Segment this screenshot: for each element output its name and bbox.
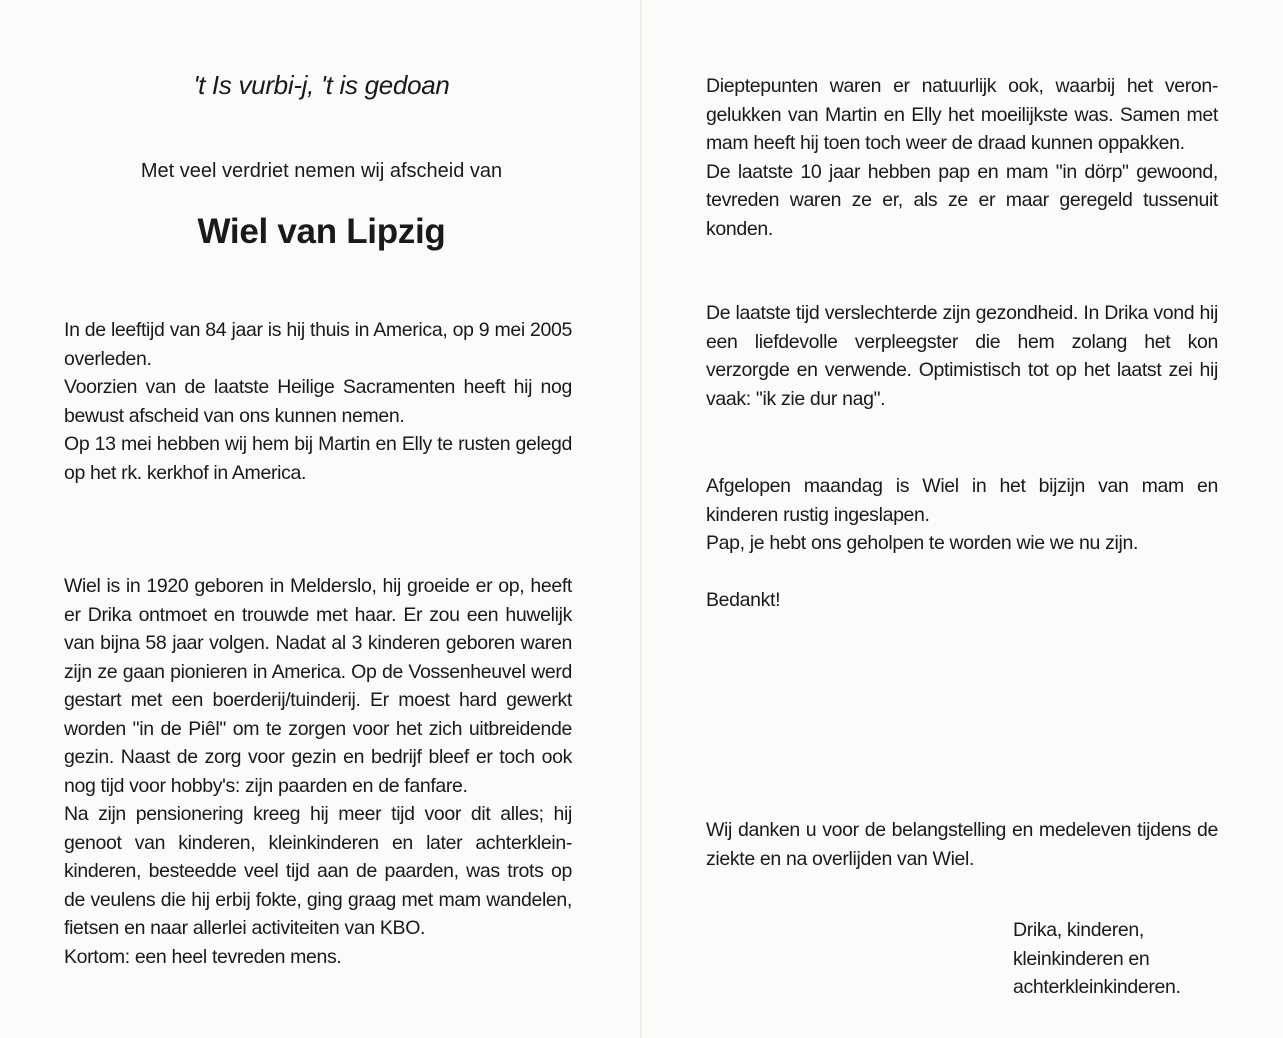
health-paragraph (706, 299, 1218, 413)
text-line: Wiel is in 1920 geboren in Melderslo, hij groeide er op, heeft er Drika ontmoet en trouwde met haar. Er zou een huwelijk van bijna 58 jaar volgen. Nadat al 3 kinderen geboren waren zijn ze gaan pionieren in America. Op de Vossenheuvel werd gestart met een boerderij/tuinderij. Er moest hard gewerkt worden "in de Piêl" om te zorgen voor het zich uitbreidende gezin. Naast de zorg voor gezin en bedrijf bleef er toch ook nog tijd voor hobby's: zijn paarden en de fanfare. (64, 575, 572, 797)
life-story-paragraph (64, 572, 572, 971)
text-line: Kortom: een heel tevreden mens. (64, 945, 342, 968)
signature-line: Drika, kinderen, (1013, 919, 1144, 941)
deceased-name: Wiel van Lipzig (197, 212, 446, 251)
motto: 't Is vurbi-j, 't is gedoan (193, 70, 450, 100)
right-page (642, 0, 1283, 1038)
text-line: Na zijn pensionering kreeg hij meer tijd voor dit alles; hij genoot van kinderen, kleinkinderen en later achterklein-kinderen, besteedde veel tijd aan de paarden, was trots op de veulens die hij erbij fokte, ging graag met mam wandelen, fietsen en naar allerlei activiteiten van KBO. (64, 803, 572, 939)
acknowledgement-paragraph: Wij danken u voor de belangstelling en medeleven tijdens de ziekte en na overlijden van Wiel. (706, 819, 1218, 870)
text-line: Op 13 mei hebben wij hem bij Martin en Elly te rusten gelegd op het rk. kerkhof in America. (64, 433, 572, 484)
farewell-paragraph (706, 472, 1218, 558)
signature-block (1013, 916, 1181, 1002)
text-line: De laatste tijd verslechterde zijn gezondheid. In Drika vond hij een liefdevolle verpleegster die hem zolang het kon verzorgde en verwende. Optimistisch tot op het laatst zei hij vaak: "ik zie dur nag". (706, 302, 1218, 410)
text-line: In de leeftijd van 84 jaar is hij thuis in America, op 9 mei 2005 overleden. (64, 319, 572, 370)
thanks-line: Bedankt! (706, 589, 781, 611)
passing-paragraph (64, 316, 572, 487)
text-line: Dieptepunten waren er natuurlijk ook, waarbij het veron-gelukken van Martin en Elly het moeilijkste was. Samen met mam heeft hij toen toch weer de draad kunnen oppakken. (706, 75, 1218, 154)
text-line: Voorzien van de laatste Heilige Sacramenten heeft hij nog bewust afscheid van ons kunnen nemen. (64, 376, 572, 427)
hardships-paragraph (706, 72, 1218, 243)
signature-line: kleinkinderen en (1013, 947, 1150, 970)
text-line: De laatste 10 jaar hebben pap en mam "in dörp" gewoond, tevreden waren ze er, als ze er maar geregeld tussenuit konden. (706, 160, 1218, 240)
intro-line: Met veel verdriet nemen wij afscheid van (140, 160, 503, 182)
left-page (0, 0, 640, 1038)
text-line: Afgelopen maandag is Wiel in het bijzijn van mam en kinderen rustig ingeslapen. (706, 475, 1218, 526)
signature-line: achterkleinkinderen. (1013, 976, 1181, 998)
text-line: Pap, je hebt ons geholpen te worden wie we nu zijn. (706, 532, 1139, 554)
